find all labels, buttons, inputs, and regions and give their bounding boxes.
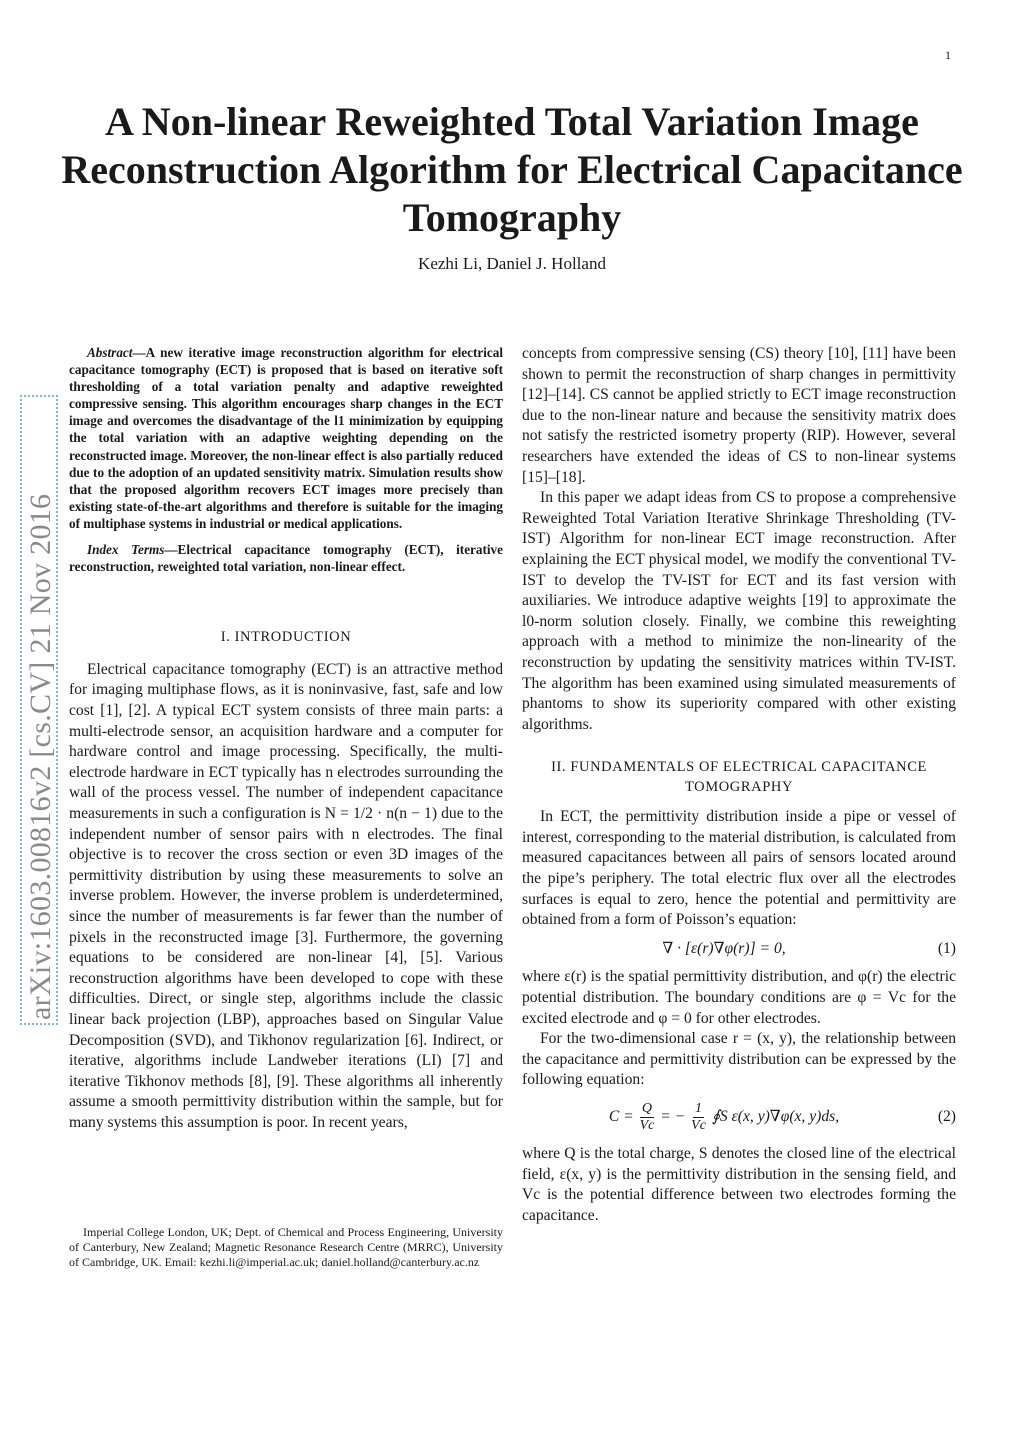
introduction-paragraph: Electrical capacitance tomography (ECT) is an attractive method for imaging multiphase flows, as it is noninvasive, fast, safe and low cost [1], [2]. A typical ECT system consists of three main parts: a multi-electrode sensor, an acquisition hardware and a computer for hardware control and image processing. Specifically, the multi-electrode hardware in ECT typically has n electrodes surrounding the wall of the process vessel. The number of independent capacitance measurements in such a configuration is N = 1/2 · n(n − 1) due to the independent number of sensor pairs with n electrodes. The final objective is to recover the cross section or even 3D images of the permittivity distribution by using these measurements to solve an inverse problem. However, the inverse problem is underdetermined, since the number of measurements is far fewer than the number of pixels in the reconstructed image [3]. Furthermore, the governing equations to be considered are non-linear [4], [5]. Various reconstruction algorithms have been developed to cope with these difficulties. Direct, or single step, algorithms include the classic linear back projection (LBP), approaches based on Singular Value Decomposition (SVD), and Tikhonov regularization [6]. Indirect, or iterative, algorithms include Landweber iterations (LI) [7] and iterative Tikhonov methods [8], [9]. These algorithms all inherently assume a smooth permittivity distribution within the sample, but for many systems this assumption is poor. In recent years, — [69, 660, 503, 1131]
index-terms — [69, 541, 503, 575]
right-column — [522, 344, 956, 1226]
fraction-numerator: Q — [641, 1101, 653, 1116]
equation-2-mid: = − — [660, 1108, 686, 1126]
equation-1-number: (1) — [937, 939, 956, 957]
contribution-paragraph: In this paper we adapt ideas from CS to propose a comprehensive Reweighted Total Variation Iterative Shrinkage Thresholding (TV-IST) Algorithm for non-linear ECT image reconstruction. After explaining the ECT physical model, we modify the conventional TV-IST to develop the TV-IST for ECT and its fast version with auxiliaries. We introduce adaptive weights [19] to approximate the l0-norm solution closely. Finally, we combine this reweighting approach with a method to minimize the non-linearity of the reconstruction by updating the sensitivity matrices within TV-IST. The algorithm has been examined using simulated measurements of phantoms to show its superiority compared with other existing algorithms. — [522, 489, 956, 733]
section-heading-line2: TOMOGRAPHY — [684, 779, 794, 796]
equation-1-body: ∇ · [ε(r)∇φ(r)] = 0, — [662, 939, 786, 957]
paper-authors: Kezhi Li, Daniel J. Holland — [418, 254, 606, 273]
ect-paragraph: In ECT, the permittivity distribution inside a pipe or vessel of interest, corresponding to the material distribution, is calculated from measured capacitances between all pairs of sensors located around the pipe’s periphery. The total electric flux over all the electrodes surfaces is equal to zero, hence the potential and permittivity are obtained from a form of Poisson’s equation: — [522, 808, 956, 929]
index-terms-lead: Index Terms — [87, 542, 165, 558]
equation-2 — [522, 1101, 956, 1134]
arxiv-identifier[interactable]: arXiv:1603.00816v2 [cs.CV] 21 Nov 2016 — [24, 493, 57, 1020]
section-heading-fundamentals — [522, 757, 956, 797]
abstract — [69, 344, 503, 532]
equation-2-body — [522, 1101, 926, 1134]
section-heading-introduction: I. INTRODUCTION — [220, 629, 352, 646]
fraction-numerator: 1 — [695, 1101, 703, 1116]
cs-paragraph: concepts from compressive sensing (CS) theory [10], [11] have been shown to permit the reconstruction of sharp changes in permittivity [12]–[14]. CS cannot be applied strictly to ECT image reconstruction due to the non-linear nature and because the sensitivity matrix does not satisfy the restricted isometry property (RIP). However, several researchers have extended the ideas of CS to non-linear systems [15]–[18]. — [522, 345, 956, 486]
equation-1 — [522, 939, 956, 960]
section-heading-line1: II. FUNDAMENTALS OF ELECTRICAL CAPACITANCE — [551, 759, 927, 776]
affiliation-footnote: Imperial College London, UK; Dept. of Chemical and Process Engineering, University of Canterbury, New Zealand; Magnetic Resonance Research Centre (MRRC), University of Cambridge, UK. Email: kezhi.li@imperial.ac.uk; daniel.holland@canterbury.ac.nz — [69, 1225, 503, 1270]
charge-paragraph: where Q is the total charge, S denotes the closed line of the electrical field, ε(x, y) is the permittivity distribution in the sensing field, and Vc is the potential difference between two electrodes forming the capacitance. — [522, 1145, 956, 1224]
paper-title: A Non-linear Reweighted Total Variation Image Reconstruction Algorithm for Electrical Capacitance Tomography — [61, 99, 963, 240]
page-number: 1 — [945, 48, 951, 62]
left-column — [69, 344, 503, 1133]
fraction-denominator: Vc — [691, 1118, 706, 1133]
fraction-one-over-vc — [691, 1101, 706, 1134]
equation-2-rhs: ∮S ε(x, y)∇φ(x, y)ds, — [711, 1108, 840, 1126]
fraction-denominator: Vc — [639, 1118, 655, 1133]
two-dimensional-paragraph: For the two-dimensional case r = (x, y), the relationship between the capacitance and permittivity distribution can be expressed by the following equation: — [522, 1030, 956, 1089]
equation-2-lhs: C = — [608, 1108, 634, 1126]
fraction-q-over-vc — [640, 1101, 655, 1134]
boundary-paragraph: where ε(r) is the spatial permittivity distribution, and φ(r) the electric potential distribution. The boundary conditions are φ = Vc for the excited electrode and φ = 0 for other electrodes. — [522, 968, 956, 1027]
index-terms-text: —Electrical capacitance tomography (ECT), iterative reconstruction, reweighted total variation, non-linear effect. — [69, 542, 503, 575]
abstract-text: —A new iterative image reconstruction algorithm for electrical capacitance tomography (ECT) is proposed that is based on iterative soft thresholding of a total variation penalty and adaptive reweighted compressive sensing. This algorithm encourages sharp changes in the ECT image and overcomes the disadvantage of the l1 minimization by equipping the total variation with an adaptive weighting depending on the reconstructed image. Moreover, the non-linear effect is also partially reduced due to the adoption of an updated sensitivity matrix. Simulation results show that the proposed algorithm recovers ECT images more precisely than existing state-of-the-art algorithms and therefore is suitable for the imaging of multiphase systems in industrial or medical applications. — [69, 345, 503, 531]
equation-2-number: (2) — [937, 1108, 956, 1126]
abstract-lead: Abstract — [87, 345, 133, 360]
